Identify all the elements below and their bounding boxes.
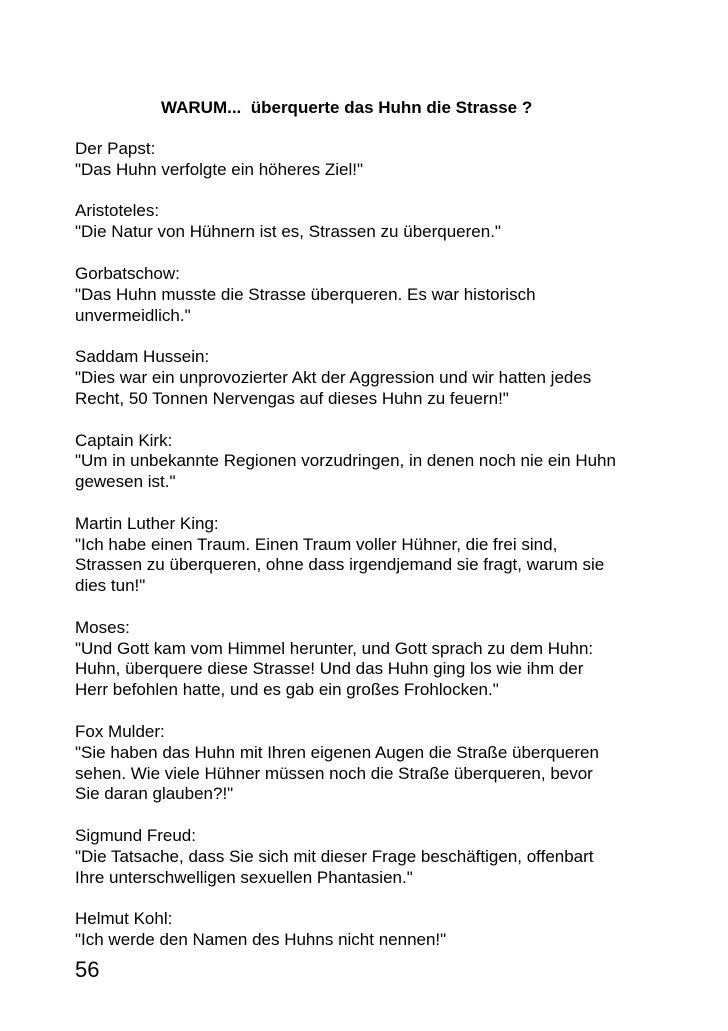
page-number: 56	[75, 957, 100, 982]
speaker-name: Fox Mulder:	[75, 721, 165, 741]
quote-entry-papst	[75, 139, 675, 181]
page-title: WARUM... überquerte das Huhn die Strasse ?	[161, 98, 533, 117]
speaker-name: Der Papst:	[75, 139, 156, 158]
quote-line: Huhn, überquere diese Strasse! Und das Huhn ging los wie ihm der	[75, 659, 584, 679]
quote-line: "Das Huhn verfolgte ein höheres Ziel!"	[75, 159, 363, 179]
quote-line: "Ich werde den Namen des Huhns nicht nennen!"	[75, 930, 447, 950]
quote-line: "Die Natur von Hühnern ist es, Strassen zu überqueren."	[75, 222, 501, 242]
speaker-name: Martin Luther King:	[75, 513, 219, 533]
quote-list	[75, 139, 675, 972]
quote-line: "Sie haben das Huhn mit Ihren eigenen Augen die Straße überqueren	[75, 742, 599, 762]
quote-line: sehen. Wie viele Hühner müssen noch die Straße überqueren, bevor	[75, 763, 593, 783]
quote-line: Strassen zu überqueren, ohne dass irgendjemand sie fragt, warum sie	[75, 555, 605, 575]
speaker-name: Sigmund Freud:	[75, 826, 196, 846]
quote-entry-moses	[75, 618, 675, 701]
quote-entry-saddam-hussein	[75, 347, 675, 409]
quote-line: "Dies war ein unprovozierter Akt der Aggression und wir hatten jedes	[75, 368, 592, 388]
speaker-name: Helmut Kohl:	[75, 909, 173, 929]
quote-entry-sigmund-freud	[75, 826, 675, 888]
quote-entry-captain-kirk	[75, 431, 675, 493]
quote-line: "Um in unbekannte Regionen vorzudringen, in denen noch nie ein Huhn	[75, 451, 616, 471]
quote-line: "Und Gott kam vom Himmel herunter, und Gott sprach zu dem Huhn:	[75, 638, 594, 658]
quote-entry-gorbatschow	[75, 264, 675, 326]
speaker-name: Captain Kirk:	[75, 430, 173, 450]
speaker-name: Gorbatschow:	[75, 263, 180, 283]
quote-line: unvermeidlich."	[75, 305, 191, 325]
quote-line: gewesen ist."	[75, 472, 176, 492]
speaker-name: Moses:	[75, 617, 130, 637]
quote-entry-fox-mulder	[75, 722, 675, 805]
quote-line: "Das Huhn musste die Strasse überqueren. Es war historisch	[75, 284, 536, 304]
speaker-name: Saddam Hussein:	[75, 347, 210, 367]
quote-entry-martin-luther-king	[75, 514, 675, 597]
quote-line: Herr befohlen hatte, und es gab ein großes Frohlocken."	[75, 680, 499, 700]
speaker-name: Aristoteles:	[75, 201, 160, 221]
quote-line: "Ich habe einen Traum. Einen Traum voller Hühner, die frei sind,	[75, 534, 558, 554]
quote-entry-aristoteles	[75, 201, 675, 243]
quote-entry-helmut-kohl	[75, 909, 675, 951]
quote-line: "Die Tatsache, dass Sie sich mit dieser Frage beschäftigen, offenbart	[75, 846, 594, 866]
quote-line: Ihre unterschwelligen sexuellen Phantasien."	[75, 867, 413, 887]
quote-line: dies tun!"	[75, 576, 146, 596]
quote-line: Recht, 50 Tonnen Nervengas auf dieses Huhn zu feuern!"	[75, 388, 509, 408]
quote-line: Sie daran glauben?!"	[75, 784, 234, 804]
